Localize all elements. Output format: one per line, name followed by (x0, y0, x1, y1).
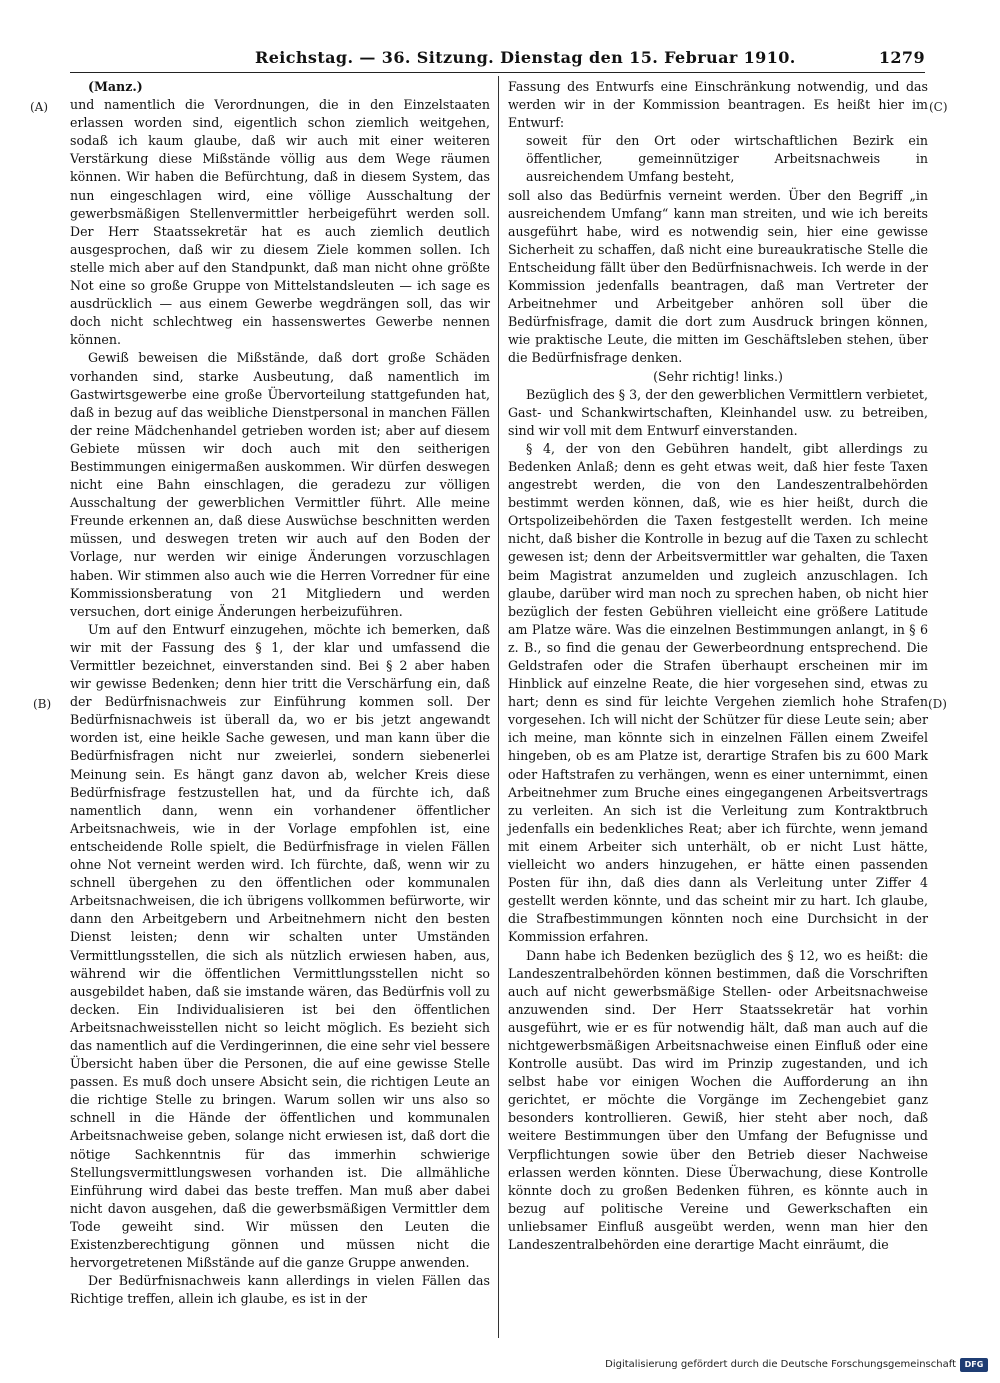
left-paragraph: und namentlich die Verordnungen, die in den Einzelstaaten erlassen worden sind, eigentlich schon ziemlich weitgehen, sodaß ich kaum glaube, daß wir auch mit einer weiteren Verstärkung diese Mißstände völlig aus dem Wege räumen können. Wir haben die Befürchtung, daß in diesem System, das nun eingeschlagen wird, eine völlige Ausschaltung der gewerbsmäßigen Stellenvermittler herbeigeführt werden soll. Der Herr Staatssekretär hat es auch ziemlich deutlich ausgesprochen, daß wir zu diesem Ziele kommen sollen. Ich stelle mich aber auf den Standpunkt, daß man nicht ohne größte Not eine so große Gruppe von Mittelstandsleuten — ich sage es ausdrücklich — aus einem Gewerbe wegdrängen soll, das wir doch nicht schlechtweg ein hassenswertes Gewerbe nennen können. (70, 97, 490, 348)
header-rule (70, 72, 925, 73)
left-paragraph: Gewiß beweisen die Mißstände, daß dort große Schäden vorhanden sind, starke Ausbeutung, daß namentlich im Gastwirtsgewerbe eine große Übervorteilung stattgefunden hat, daß in bezug auf das weibliche Dienstpersonal in manchen Fällen der reine Mädchenhandel getrieben worden ist; aber auf diesem Gebiete müssen wir doch auch mit den seitherigen Bestimmungen einigermaßen auskommen. Wir dürfen deswegen nicht eine Bahn einschlagen, die geradezu zur völligen Ausschaltung der gewerblichen Vermittler führt. Alle meine Freunde erkennen an, daß diese Auswüchse beschnitten werden müssen, und deswegen treten wir auch auf den Boden der Vorlage, nur werden wir einige Änderungen vorzuschlagen haben. Wir stimmen also auch wie die Herren Vorredner für eine Kommissionsberatung von 21 Mitgliedern und werden versuchen, dort einige Änderungen herbeizuführen. (70, 350, 490, 619)
margin-marker-b: (B) (33, 697, 52, 711)
right-paragraph: Dann habe ich Bedenken bezüglich des § 12, wo es heißt: die Landeszentralbehörden können bestimmen, daß die Vorschriften auch auf nicht gewerbsmäßige Stellen- oder Arbeitsnachweise anzuwenden sind. Der Herr Staatssekretär hat vorhin ausgeführt, wie er es für notwendig hält, daß man auch auf die nichtgewerbsmäßigen Arbeitsnachweise einen Einfluß oder eine Kontrolle ausübt. Das wird im Prinzip zugestanden, und ich selbst habe vor einigen Wochen die Aufforderung an ihn gerichtet, er möchte die Vorgänge im Zechengebiet ganz besonders kontrollieren. Gewiß, hier steht aber noch, daß weitere Bestimmungen über den Umfang der Befugnisse und Verpflichtungen sowie über den Betrieb dieser Nachweise erlassen werden könnten. Diese Überwachung, diese Kontrolle könnte doch zu großen Bedenken führen, es könnte auch in bezug auf politische Vereine und Gewerkschaften ein unliebsamer Einfluß ausgeübt werden, wenn man hier den Landeszentralbehörden eine derartige Macht einräumt, die (508, 947, 928, 1252)
right-paragraph: Bezüglich des § 3, der den gewerblichen Vermittlern verbietet, Gast- und Schankwirtschaften, Kleinhandel usw. zu betreiben, sind wir voll mit dem Entwurf einverstanden. (508, 386, 928, 438)
funding-note: Digitalisierung gefördert durch die Deutsche Forschungsgemeinschaft (605, 1359, 956, 1370)
margin-marker-c: (C) (929, 100, 948, 114)
column-divider (498, 76, 499, 1338)
left-paragraph: Der Bedürfnisnachweis kann allerdings in vielen Fällen das Richtige treffen, allein ich glaube, es ist in der (70, 1273, 490, 1307)
margin-marker-d: (D) (928, 697, 947, 711)
left-column (70, 78, 490, 1308)
quoted-text: soweit für den Ort oder wirtschaftlichen Bezirk ein öffentlicher, gemeinnütziger Arbeitsnachweis in ausreichendem Umfang besteht, (526, 133, 928, 185)
speaker-name: (Manz.) (88, 79, 143, 94)
right-paragraph: Fassung des Entwurfs eine Einschränkung notwendig, und das werden wir in der Kommission beantragen. Es heißt hier im Entwurf: (508, 79, 928, 131)
running-head: Reichstag. — 36. Sitzung. Dienstag den 15. Februar 1910. (255, 48, 796, 67)
running-header (70, 46, 925, 70)
left-paragraph: Um auf den Entwurf einzugehen, möchte ich bemerken, daß wir mit der Fassung des § 1, der klar und umfassend die Vermittler bezeichnet, einverstanden sind. Bei § 2 aber haben wir gewisse Bedenken; denn hier tritt die Verschärfung ein, daß der Bedürfnisnachweis zur Einführung kommen soll. Der Bedürfnisnachweis ist überall da, wo er bis jetzt angewandt worden ist, eine heikle Sache gewesen, und man kann über die Bedürfnisfragen nicht nur zweierlei, sondern siebenerlei Meinung sein. Es hängt ganz davon ab, welcher Kreis diese Bedürfnisfrage festzustellen hat, und da fürchte ich, daß namentlich dann, wenn ein vorhandener öffentlicher Arbeitsnachweis, wie in der Vorlage empfohlen ist, eine entscheidende Rolle spielt, die Bedürfnisfrage in vielen Fällen ohne Not verneint werden wird. Ich fürchte, daß, wenn wir zu schnell übergehen zu den öffentlichen oder kommunalen Arbeitsnachweisen, die ich übrigens vollkommen befürworte, wir dann den Arbeitgebern und Arbeitnehmern nicht den besten Dienst leisten; denn wir schalten unter Umständen Vermittlungsstellen, die sich als nützlich erwiesen haben, aus, während wir die öffentlichen Vermittlungsstellen nicht so ausgebildet haben, daß sie imstande wären, das Bedürfnis voll zu decken. Ein Individualisieren ist bei den öffentlichen Arbeitsnachweisstellen nicht so leicht möglich. Es bezieht sich das namentlich auf die Verdingerinnen, die eine sehr viel bessere Übersicht haben über die Personen, die auf eine gewisse Stelle passen. Es muß doch unsere Absicht sein, die richtigen Leute an die richtige Stelle zu bringen. Warum sollen wir uns also so schnell in die Hände der öffentlichen und kommunalen Arbeitsnachweise geben, solange nicht erwiesen ist, daß dort die nötige Sachkenntnis für das immerhin schwierige Stellungsvermittlungswesen vorhanden ist. Die allmähliche Einführung wird dabei das beste treffen. Man muß aber dabei nicht davon ausgehen, daß die gewerbsmäßigen Vermittler dem Tode geweiht sind. Wir müssen den Leuten die Existenzberechtigung gönnen und müssen nicht die hervorgetretenen Mißstände auf die ganze Gruppe anwenden. (70, 621, 490, 1271)
right-paragraph: § 4, der von den Gebühren handelt, gibt allerdings zu Bedenken Anlaß; denn es geht etwas weit, daß hier feste Taxen angestrebt werden, die von den Landeszentralbehörden bestimmt werden können, daß, wie es hier heißt, durch die Ortspolizeibehörden die Taxen festgestellt werden. Ich meine nicht, daß bisher die Kontrolle in bezug auf die Taxen zu schlecht gewesen ist; denn der Arbeitsvermittler war gehalten, die Taxen beim Magistrat anzumelden und zugleich anzuschlagen. Ich glaube, darüber wird man noch zu sprechen haben, ob nicht hier bezüglich der festen Gebühren vielleicht eine größere Latitude am Platze wäre. Was die einzelnen Bestimmungen anlangt, in § 6 z. B., so find die genau der Gewerbeordnung entsprechend. Die Geldstrafen oder die Strafen überhaupt erscheinen mir im Hinblick auf einzelne Reate, die hier vorgesehen sind, etwas zu hart; denn es sind für leichte Vergehen ziemlich hohe Strafen vorgesehen. Ich will nicht der Schützer für diese Leute sein; aber ich meine, man könnte sich in einzelnen Fällen einem Zweifel hingeben, ob es am Platze ist, derartige Strafen bis zu 600 Mark oder Haftstrafen zu verhängen, wenn es einer unternimmt, einen Arbeitnehmer zum Bruche eines eingegangenen Arbeitsvertrags zu verleiten. An sich ist die Verleitung zum Kontraktbruch jedenfalls ein bedenkliches Reat; aber ich fürchte, wenn jemand mit einem Arbeiter sich unterhält, ob er nicht Lust hätte, vielleicht wo anders hinzugehen, er hätte einen passenden Posten für ihn, daß dies dann als Verleitung unter Ziffer 4 gestellt werden könnte, und das scheint mir zu hart. Ich glaube, die Strafbestimmungen könnten noch eine Durchsicht in der Kommission erfahren. (508, 440, 928, 945)
margin-marker-a: (A) (30, 100, 49, 114)
right-paragraph: soll also das Bedürfnis verneint werden. Über den Begriff „in ausreichendem Umfang“ kann man streiten, und wie ich bereits ausgeführt habe, wird es notwendig sein, hier eine gewisse Sicherheit zu schaffen, daß nicht eine bureaukratische Stelle die Entscheidung fällt über den Bedürfnisnachweis. Ich werde in der Kommission jedenfalls beantragen, daß man Vertreter der Arbeitnehmer und Arbeitgeber anhören soll über die Bedürfnisfrage, damit die dort zum Ausdruck bringen können, wie praktische Leute, die mitten im Geschäftsleben stehen, über die Bedürfnisfrage denken. (508, 187, 928, 366)
page-number: 1279 (878, 48, 925, 67)
interjection: (Sehr richtig! links.) (653, 368, 783, 384)
footer (592, 1358, 992, 1374)
dfg-logo-icon: DFG (960, 1358, 988, 1372)
right-column (508, 78, 928, 1254)
